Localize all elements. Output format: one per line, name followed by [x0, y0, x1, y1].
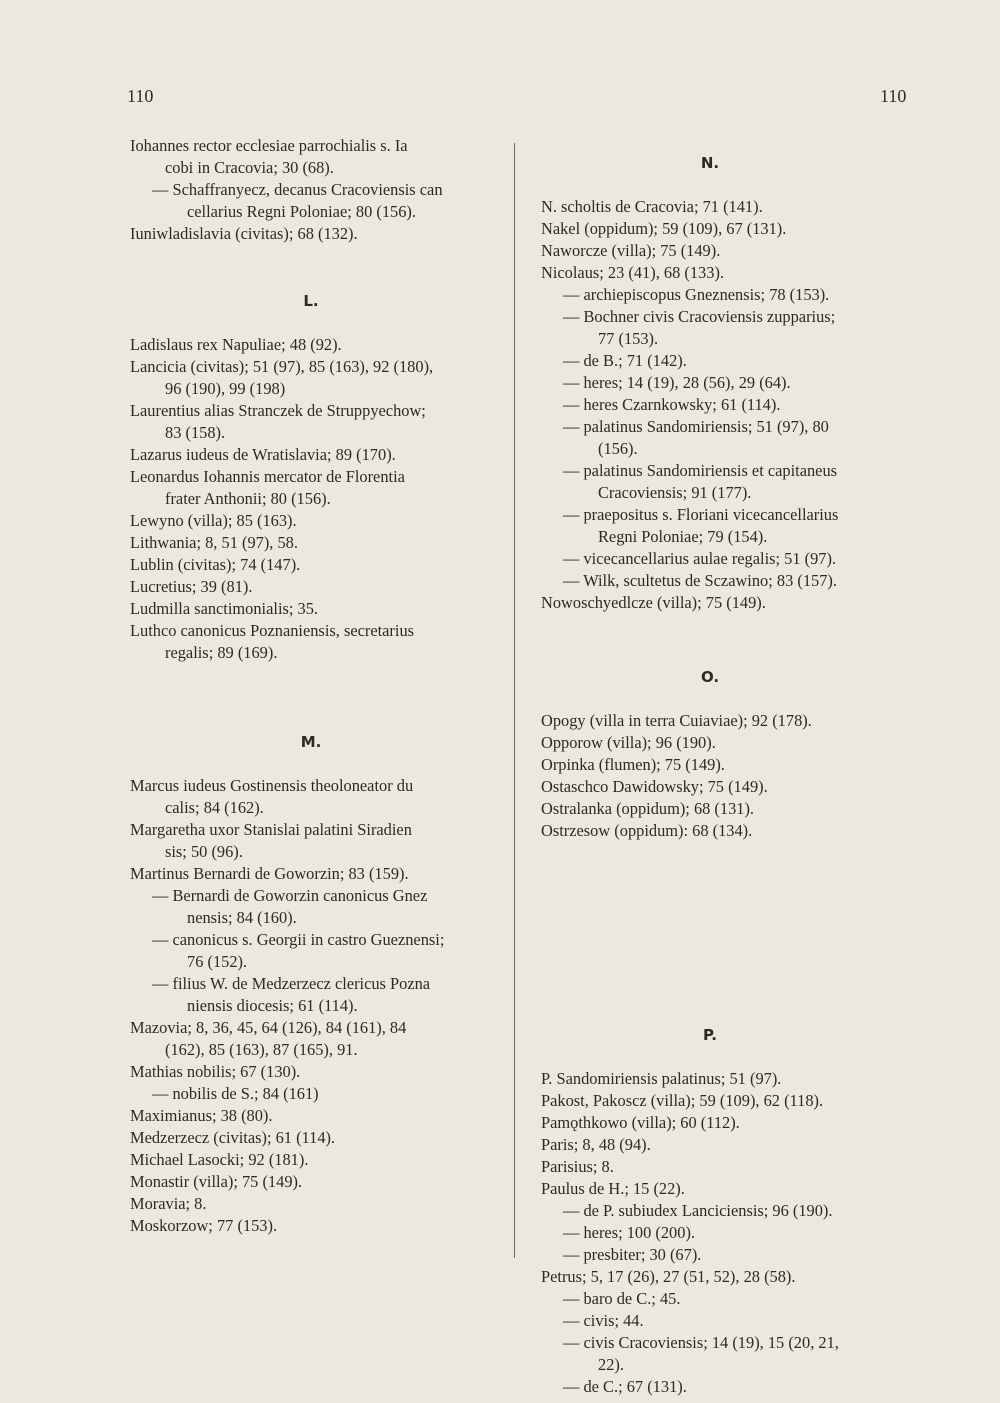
index-subentry [541, 1310, 909, 1332]
entry-line: — presbiter; 30 (67). [563, 1245, 702, 1264]
index-entry [130, 554, 502, 576]
entry-line: Martinus Bernardi de Goworzin; 83 (159). [130, 864, 409, 883]
index-entry [130, 135, 502, 179]
index-subentry [130, 1083, 502, 1105]
entry-continuation-line: (156). [598, 439, 638, 458]
entry-line: — Bochner civis Cracoviensis zupparius; [563, 307, 836, 326]
entry-line: — palatinus Sandomiriensis et capitaneus [563, 461, 838, 480]
index-entry [541, 1156, 909, 1178]
entry-line: — de P. subiudex Lanciciensis; 96 (190). [563, 1201, 833, 1220]
entry-continuation-line: cellarius Regni Poloniae; 80 (156). [187, 202, 416, 221]
index-entry [541, 1068, 909, 1090]
entry-line: Lublin (civitas); 74 (147). [130, 555, 301, 574]
index-subentry [130, 885, 502, 929]
index-section-o [541, 666, 909, 842]
entry-line: P. Sandomiriensis palatinus; 51 (97). [541, 1069, 782, 1088]
index-entry [541, 776, 909, 798]
index-entry [541, 1178, 909, 1200]
index-entry [541, 1134, 909, 1156]
entry-line: Ostaschco Dawidowsky; 75 (149). [541, 777, 768, 796]
entry-line: — Bernardi de Goworzin canonicus Gnez [152, 886, 428, 905]
entry-line: — heres Czarnkowsky; 61 (114). [563, 395, 781, 414]
index-entry [130, 466, 502, 510]
entry-line: Pakost, Pakoscz (villa); 59 (109), 62 (118). [541, 1091, 824, 1110]
index-subentry [541, 1244, 909, 1266]
entry-line: Opporow (villa); 96 (190). [541, 733, 716, 752]
index-subentry [541, 460, 909, 504]
entry-line: Laurentius alias Stranczek de Struppyechow; [130, 401, 426, 420]
section-heading-p: P. [703, 1026, 717, 1044]
entry-continuation-line: calis; 84 (162). [165, 798, 264, 817]
section-heading-m: M. [300, 733, 322, 751]
entry-continuation-line: (162), 85 (163), 87 (165), 91. [165, 1040, 358, 1059]
entry-line: — de B.; 71 (142). [563, 351, 687, 370]
entry-line: Opogy (villa in terra Cuiaviae); 92 (178). [541, 711, 812, 730]
page-number-right: 110 [880, 86, 907, 106]
index-subentry [541, 394, 909, 416]
entry-continuation-line: 22). [598, 1355, 624, 1374]
entry-line: Paulus de H.; 15 (22). [541, 1179, 685, 1198]
entry-line: Luthco canonicus Poznaniensis, secretarius [130, 621, 415, 640]
index-entry [130, 400, 502, 444]
entry-continuation-line: frater Anthonii; 80 (156). [165, 489, 331, 508]
entry-line: Paris; 8, 48 (94). [541, 1135, 651, 1154]
entry-line: Nowoschyedlcze (villa); 75 (149). [541, 593, 766, 612]
index-entry [130, 1061, 502, 1083]
entry-continuation-line: 96 (190), 99 (198) [165, 379, 286, 398]
entry-continuation-line: sis; 50 (96). [165, 842, 243, 861]
index-subentry [541, 570, 909, 592]
index-entry [541, 218, 909, 240]
index-entry [130, 532, 502, 554]
index-subentry [541, 1288, 909, 1310]
entry-line: — filius W. de Medzerzecz clericus Pozna [152, 974, 431, 993]
entry-continuation-line: cobi in Cracovia; 30 (68). [165, 158, 334, 177]
entry-line: Ladislaus rex Napuliae; 48 (92). [130, 335, 342, 354]
entry-line: Leonardus Iohannis mercator de Florentia [130, 467, 405, 486]
entry-line: — heres; 14 (19), 28 (56), 29 (64). [563, 373, 791, 392]
entry-line: Ludmilla sanctimonialis; 35. [130, 599, 319, 618]
index-entry [130, 1127, 502, 1149]
index-entry [130, 223, 502, 245]
entry-line: Maximianus; 38 (80). [130, 1106, 273, 1125]
entry-line: Petrus; 5, 17 (26), 27 (51, 52), 28 (58). [541, 1267, 796, 1286]
entry-line: Lazarus iudeus de Wratislavia; 89 (170). [130, 445, 396, 464]
entry-line: Orpinka (flumen); 75 (149). [541, 755, 725, 774]
index-section-n [541, 152, 909, 614]
entry-line: — civis Cracoviensis; 14 (19), 15 (20, 21, [563, 1333, 839, 1352]
section-heading-l: L. [303, 292, 319, 310]
page-number-left: 110 [127, 86, 154, 106]
entry-line: — canonicus s. Georgii in castro Gueznensi; [152, 930, 445, 949]
entry-line: Pamǫthkowo (villa); 60 (112). [541, 1113, 740, 1132]
index-entry [130, 1215, 502, 1237]
entry-line: Michael Lasocki; 92 (181). [130, 1150, 309, 1169]
entry-continuation-line: Cracoviensis; 91 (177). [598, 483, 752, 502]
section-heading-n: N. [700, 154, 720, 172]
entry-line: — baro de C.; 45. [563, 1289, 681, 1308]
index-entry [130, 620, 502, 664]
index-entry [130, 356, 502, 400]
index-entry [541, 240, 909, 262]
index-entry [130, 1105, 502, 1127]
index-section-l [130, 290, 502, 664]
entry-line: — civis; 44. [563, 1311, 644, 1330]
index-entry [130, 444, 502, 466]
entry-line: — heres; 100 (200). [563, 1223, 696, 1242]
index-subentry [541, 504, 909, 548]
index-subentry [541, 306, 909, 350]
entry-continuation-line: 76 (152). [187, 952, 248, 971]
entry-continuation-line: niensis diocesis; 61 (114). [187, 996, 358, 1015]
index-entry [541, 820, 909, 842]
index-entry [130, 334, 502, 356]
entry-line: — palatinus Sandomiriensis; 51 (97), 80 [563, 417, 829, 436]
entry-line: Nicolaus; 23 (41), 68 (133). [541, 263, 724, 282]
index-entry [541, 262, 909, 284]
entry-continuation-line: nensis; 84 (160). [187, 908, 297, 927]
entry-continuation-line: regalis; 89 (169). [165, 643, 278, 662]
entry-line: Nakel (oppidum); 59 (109), 67 (131). [541, 219, 787, 238]
index-entry [541, 732, 909, 754]
entry-line: Monastir (villa); 75 (149). [130, 1172, 303, 1191]
index-entry [130, 819, 502, 863]
index-entry [130, 863, 502, 885]
index-section-m [130, 731, 502, 1237]
index-subentry [130, 929, 502, 973]
entry-line: N. scholtis de Cracovia; 71 (141). [541, 197, 763, 216]
entry-line: Moravia; 8. [130, 1194, 207, 1213]
entry-line: Lithwania; 8, 51 (97), 58. [130, 533, 298, 552]
entry-line: — de C.; 67 (131). [563, 1377, 687, 1396]
entry-line: — praepositus s. Floriani vicecancellarius [563, 505, 839, 524]
entry-line: Parisius; 8. [541, 1157, 614, 1176]
index-subentry [541, 350, 909, 372]
entry-line: — Wilk, scultetus de Sczawino; 83 (157). [563, 571, 837, 590]
entry-continuation-line: Regni Poloniae; 79 (154). [598, 527, 768, 546]
entry-line: Naworcze (villa); 75 (149). [541, 241, 721, 260]
index-subentry [541, 416, 909, 460]
index-entry [541, 710, 909, 732]
entry-line: Medzerzecz (civitas); 61 (114). [130, 1128, 336, 1147]
index-subentry [541, 548, 909, 570]
section-heading-o: O. [700, 668, 720, 686]
entry-line: Lancicia (civitas); 51 (97), 85 (163), 92 (180), [130, 357, 434, 376]
index-section-p [541, 1024, 909, 1398]
entry-line: Mazovia; 8, 36, 45, 64 (126), 84 (161), 84 [130, 1018, 407, 1037]
index-entry [541, 798, 909, 820]
index-subentry [541, 1376, 909, 1398]
entry-line: Moskorzow; 77 (153). [130, 1216, 278, 1235]
entry-line: Lucretius; 39 (81). [130, 577, 253, 596]
entry-line: Mathias nobilis; 67 (130). [130, 1062, 301, 1081]
entry-continuation-line: 83 (158). [165, 423, 226, 442]
index-entry [541, 592, 909, 614]
index-subentry [541, 1200, 909, 1222]
entry-line: Iohannes rector ecclesiae parrochialis s. Ia [130, 136, 408, 155]
index-subentry [130, 179, 502, 223]
entry-line: Marcus iudeus Gostinensis theoloneator du [130, 776, 414, 795]
index-subentry [541, 1332, 909, 1376]
entry-line: Lewyno (villa); 85 (163). [130, 511, 297, 530]
entry-line: Ostralanka (oppidum); 68 (131). [541, 799, 755, 818]
column-divider [514, 143, 515, 1258]
index-subentry [541, 372, 909, 394]
index-entry [130, 1017, 502, 1061]
index-entry [541, 1266, 909, 1288]
entry-line: Ostrzesow (oppidum): 68 (134). [541, 821, 753, 840]
index-entry [130, 576, 502, 598]
entry-line: Margaretha uxor Stanislai palatini Siradien [130, 820, 412, 839]
entry-line: — vicecancellarius aulae regalis; 51 (97). [563, 549, 837, 568]
index-entry [541, 196, 909, 218]
index-subentry [130, 973, 502, 1017]
index-entry [130, 1171, 502, 1193]
index-subentry [541, 284, 909, 306]
index-entry [541, 754, 909, 776]
entry-line: Iuniwladislavia (civitas); 68 (132). [130, 224, 358, 243]
index-section-i [130, 135, 502, 245]
index-entry [541, 1090, 909, 1112]
index-entry [541, 1112, 909, 1134]
entry-line: — Schaffranyecz, decanus Cracoviensis can [152, 180, 443, 199]
index-subentry [541, 1222, 909, 1244]
entry-line: — nobilis de S.; 84 (161) [152, 1084, 319, 1103]
index-entry [130, 1149, 502, 1171]
index-entry [130, 775, 502, 819]
index-entry [130, 1193, 502, 1215]
index-entry [130, 598, 502, 620]
entry-line: — archiepiscopus Gneznensis; 78 (153). [563, 285, 830, 304]
entry-continuation-line: 77 (153). [598, 329, 659, 348]
index-entry [130, 510, 502, 532]
